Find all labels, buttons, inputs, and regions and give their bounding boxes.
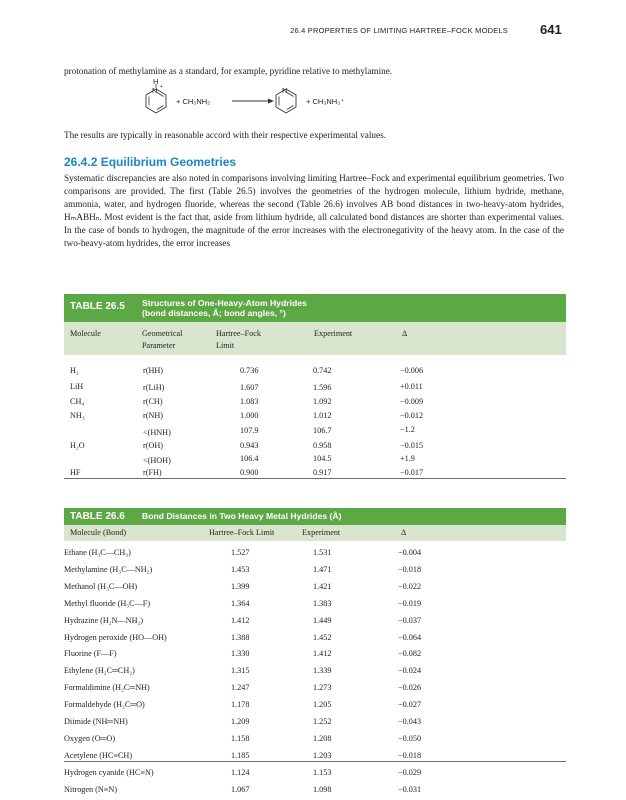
- table1-hf-limit-cell: 106.4: [240, 454, 259, 463]
- table2-experiment-cell: 1.339: [313, 666, 332, 675]
- table2-molecule-cell: Ethane (H₃C—CH₃): [64, 548, 131, 557]
- intro-paragraph: protonation of methylamine as a standard, for example, pyridine relative to methylamine.: [64, 66, 393, 76]
- table1-delta-cell: −0.012: [400, 411, 424, 420]
- table2-experiment-cell: 1.098: [313, 785, 332, 794]
- table2-experiment-cell: 1.421: [313, 582, 332, 591]
- table2-hf-limit-cell: 1.067: [231, 785, 250, 794]
- table2-experiment-cell: 1.153: [313, 768, 332, 777]
- table2-hf-limit-cell: 1.185: [231, 751, 250, 760]
- table2-header: [64, 508, 566, 525]
- table2-molecule-cell: Methylamine (H₃C—NH₂): [64, 565, 153, 574]
- table1-experiment-cell: 104.5: [313, 454, 332, 463]
- table2-experiment-cell: 1.449: [313, 616, 332, 625]
- table1-geom-param-cell: <(HOH): [143, 456, 171, 465]
- table1-experiment-cell: 1.092: [313, 397, 332, 406]
- table1-molecule-cell: H₂O: [70, 441, 85, 450]
- col-geom-2: Parameter: [142, 341, 176, 350]
- table1-molecule-cell: LiH: [70, 382, 84, 391]
- table1-geom-param-cell: r(FH): [143, 468, 162, 477]
- reaction-scheme: [140, 78, 440, 118]
- table2-molecule-cell: Formaldimine (H₂C═NH): [64, 683, 150, 692]
- table2-column-header: [64, 525, 566, 541]
- col-delta: Δ: [402, 329, 408, 338]
- table2-hf-limit-cell: 1.412: [231, 616, 250, 625]
- table2-molecule-cell: Hydrogen cyanide (HC≡N): [64, 768, 154, 777]
- table1-experiment-cell: 0.742: [313, 366, 332, 375]
- table1-delta-cell: −0.017: [400, 468, 424, 477]
- table1-hf-limit-cell: 1.607: [240, 383, 259, 392]
- col-molecule: Molecule: [70, 329, 101, 338]
- table2-experiment-cell: 1.452: [313, 633, 332, 642]
- table2-experiment-cell: 1.471: [313, 565, 332, 574]
- col-hf-1: Hartree–Fock: [216, 329, 262, 338]
- table1-geom-param-cell: r(HH): [143, 366, 164, 375]
- table2-hf-limit-cell: 1.178: [231, 700, 250, 709]
- table2-delta-cell: −0.024: [398, 666, 422, 675]
- table1-delta-cell: −0.009: [400, 397, 424, 406]
- table1-hf-limit-cell: 0.943: [240, 441, 259, 450]
- table1-molecule-cell: H₂: [70, 366, 79, 375]
- table2-molecule-cell: Acetylene (HC≡CH): [64, 751, 133, 760]
- table2-experiment-cell: 1.273: [313, 683, 332, 692]
- table1-caption-line1: Structures of One-Heavy-Atom Hydrides: [142, 298, 307, 308]
- table1-delta-cell: +1.9: [400, 454, 415, 463]
- table1-delta-cell: −1.2: [400, 425, 415, 434]
- table1-delta-cell: +0.011: [400, 382, 423, 391]
- table2-hf-limit-cell: 1.158: [231, 734, 250, 743]
- table2-delta-cell: −0.027: [398, 700, 422, 709]
- table1-experiment-cell: 106.7: [313, 426, 332, 435]
- table1-geom-param-cell: r(LiH): [143, 383, 165, 392]
- col-geom-1: Geometrical: [142, 329, 183, 338]
- table1-geom-param-cell: r(NH): [143, 411, 164, 420]
- table2-hf-limit-cell: 1.388: [231, 633, 250, 642]
- table1-geom-param-cell: r(CH): [143, 397, 163, 406]
- table1-experiment-cell: 0.917: [313, 468, 332, 477]
- table1-delta-cell: −0.015: [400, 441, 424, 450]
- table1-molecule-cell: HF: [70, 468, 81, 477]
- table2-bottom-rule: [64, 761, 566, 762]
- table2-experiment-cell: 1.252: [313, 717, 332, 726]
- table2-delta-cell: −0.031: [398, 785, 422, 794]
- table2-delta-cell: −0.004: [398, 548, 422, 557]
- reagent-label: + CH₃NH₂: [176, 97, 211, 106]
- table1-hf-limit-cell: 0.736: [240, 366, 259, 375]
- table2-delta-cell: −0.022: [398, 582, 422, 591]
- table1-caption-line2: (bond distances, Å; bond angles, °): [142, 308, 286, 318]
- table2-experiment-cell: 1.205: [313, 700, 332, 709]
- table2-delta-cell: −0.018: [398, 751, 422, 760]
- table2-molecule-cell: Diimide (NH═NH): [64, 717, 128, 726]
- section-heading: 26.4.2 Equilibrium Geometries: [64, 155, 237, 169]
- col2-experiment: Experiment: [302, 528, 341, 537]
- table2-delta-cell: −0.082: [398, 649, 422, 658]
- table2-hf-limit-cell: 1.124: [231, 768, 250, 777]
- section-body: Systematic discrepancies are also noted in comparisons involving limiting Hartree–Fock and experimental equilibrium geometries. Two comparisons are provided. The first (Table 26.5) involves the geometries of the hydrogen molecule, lithium hydride, methane, ammonia, water, and hydrogen fluoride, whereas the second (Table 26.6) involves AB bond distances in two-heavy-atom hydrides, HₘABHₙ. Most evident is the fact that, aside from lithium hydride, all calculated bond distances are shorter than experimental values. In the case of bonds to hydrogen, the magnitude of the error increases with the electronegativity of the heavy atom. In the case of the two-heavy-atom hydrides, the error increases: [64, 173, 564, 249]
- running-head: 26.4 PROPERTIES OF LIMITING HARTREE–FOCK MODELS: [290, 26, 508, 35]
- table2-hf-limit-cell: 1.209: [231, 717, 250, 726]
- charge-label: +: [160, 84, 163, 90]
- table2-molecule-cell: Nitrogen (N≡N): [64, 785, 118, 794]
- nitrogen-label-left: N: [152, 86, 158, 95]
- table2-molecule-cell: Formaldehyde (H₂C═O): [64, 700, 145, 709]
- table2-experiment-cell: 1.208: [313, 734, 332, 743]
- table1-column-header: [64, 322, 566, 355]
- table2-experiment-cell: 1.203: [313, 751, 332, 760]
- col2-hf: Hartree–Fock Limit: [209, 528, 275, 537]
- table1-header: [64, 294, 566, 322]
- table2-experiment-cell: 1.531: [313, 548, 332, 557]
- product-label: + CH₃NH₃⁺: [306, 97, 345, 106]
- table2-caption: Bond Distances in Two Heavy Metal Hydrides (Å): [142, 511, 342, 521]
- table1-number: TABLE 26.5: [70, 301, 125, 312]
- table2-delta-cell: −0.019: [398, 599, 422, 608]
- table1-hf-limit-cell: 1.000: [240, 411, 259, 420]
- table1-hf-limit-cell: 0.900: [240, 468, 259, 477]
- table2-hf-limit-cell: 1.330: [231, 649, 250, 658]
- nitrogen-label-right: N: [282, 86, 288, 95]
- table2-molecule-cell: Methanol (H₃C—OH): [64, 582, 138, 591]
- table1-molecule-cell: CH₄: [70, 397, 85, 406]
- table2-hf-limit-cell: 1.527: [231, 548, 250, 557]
- col-hf-2: Limit: [216, 341, 235, 350]
- table2-delta-cell: −0.037: [398, 616, 422, 625]
- table2-hf-limit-cell: 1.364: [231, 599, 250, 608]
- col2-delta: Δ: [401, 528, 407, 537]
- page-number: 641: [540, 22, 562, 37]
- hydrogen-label: H: [153, 77, 159, 86]
- table1-experiment-cell: 0.958: [313, 441, 332, 450]
- table2-molecule-cell: Methyl fluoride (H₃C—F): [64, 599, 151, 608]
- table1-delta-cell: −0.006: [400, 366, 424, 375]
- table2-experiment-cell: 1.383: [313, 599, 332, 608]
- col2-molecule: Molecule (Bond): [70, 528, 127, 537]
- table2-delta-cell: −0.026: [398, 683, 422, 692]
- table2-delta-cell: −0.018: [398, 565, 422, 574]
- table2-molecule-cell: Hydrogen peroxide (HO—OH): [64, 633, 167, 642]
- table2-molecule-cell: Oxygen (O═O): [64, 734, 116, 743]
- table2-number: TABLE 26.6: [70, 511, 125, 522]
- table1-experiment-cell: 1.596: [313, 383, 332, 392]
- table2-delta-cell: −0.043: [398, 717, 422, 726]
- table1-experiment-cell: 1.012: [313, 411, 332, 420]
- table2-molecule-cell: Fluorine (F—F): [64, 649, 117, 658]
- col-experiment: Experiment: [314, 329, 353, 338]
- table2-experiment-cell: 1.412: [313, 649, 332, 658]
- table1-hf-limit-cell: 107.9: [240, 426, 259, 435]
- table1-geom-param-cell: r(OH): [143, 441, 164, 450]
- table2-hf-limit-cell: 1.315: [231, 666, 250, 675]
- table2-delta-cell: −0.050: [398, 734, 422, 743]
- table2-hf-limit-cell: 1.399: [231, 582, 250, 591]
- table1-geom-param-cell: <(HNH): [143, 428, 171, 437]
- table1-bottom-rule: [64, 478, 566, 479]
- table2-delta-cell: −0.029: [398, 768, 422, 777]
- table1-hf-limit-cell: 1.083: [240, 397, 259, 406]
- table2-molecule-cell: Ethylene (H₂C═CH₂): [64, 666, 135, 675]
- table2-delta-cell: −0.064: [398, 633, 422, 642]
- table2-molecule-cell: Hydrazine (H₂N—NH₂): [64, 616, 144, 625]
- table2-hf-limit-cell: 1.247: [231, 683, 250, 692]
- results-paragraph: The results are typically in reasonable accord with their respective experimental values.: [64, 130, 386, 140]
- table1-molecule-cell: NH₃: [70, 411, 85, 420]
- table2-hf-limit-cell: 1.453: [231, 565, 250, 574]
